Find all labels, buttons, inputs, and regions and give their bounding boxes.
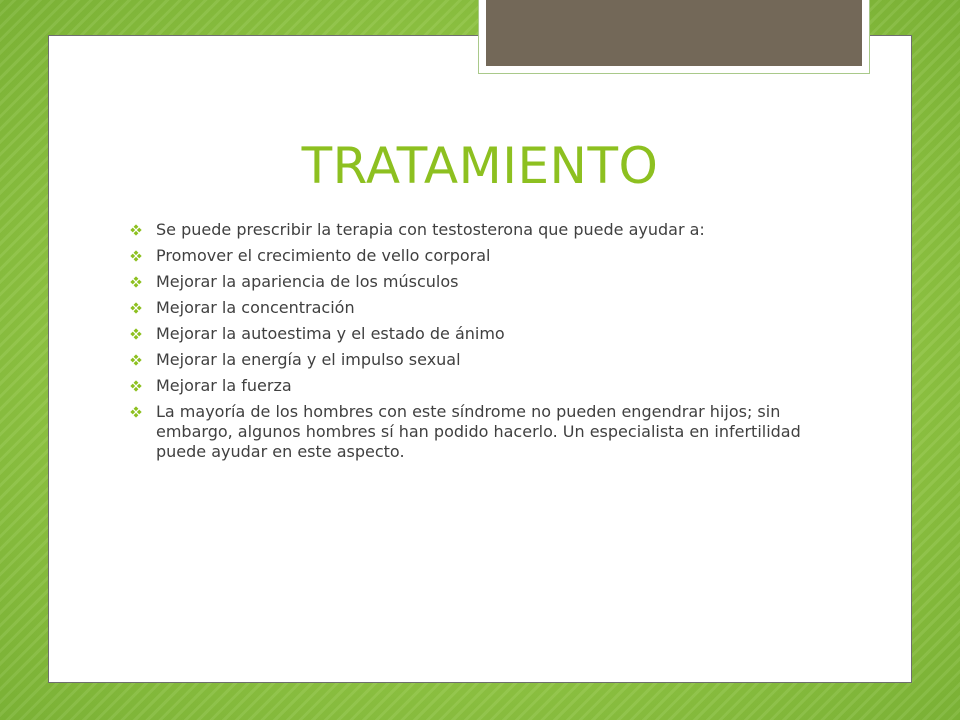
diamond-bullet-icon <box>130 250 142 262</box>
list-item-text: Mejorar la apariencia de los músculos <box>156 272 459 291</box>
diamond-bullet-icon <box>130 302 142 314</box>
list-item-text: Mejorar la energía y el impulso sexual <box>156 350 461 369</box>
list-item-text: Mejorar la autoestima y el estado de ánimo <box>156 324 505 343</box>
list-item-text: Promover el crecimiento de vello corporal <box>156 246 491 265</box>
list-item <box>130 272 830 292</box>
slide-title: TRATAMIENTO <box>301 136 659 195</box>
list-item <box>130 246 830 266</box>
list-item <box>130 220 830 240</box>
list-item <box>130 402 830 462</box>
list-item <box>130 324 830 344</box>
diamond-bullet-icon <box>130 224 142 236</box>
decorative-tab-block <box>486 0 862 66</box>
bullet-list <box>130 220 830 468</box>
list-item-text: Se puede prescribir la terapia con testosterona que puede ayudar a: <box>156 220 705 239</box>
list-item <box>130 376 830 396</box>
diamond-bullet-icon <box>130 276 142 288</box>
list-item-text: La mayoría de los hombres con este síndrome no pueden engendrar hijos; sin embargo, algunos hombres sí han podido hacerlo. Un especialista en infertilidad puede ayudar en este aspecto. <box>156 402 801 461</box>
diamond-bullet-icon <box>130 328 142 340</box>
diamond-bullet-icon <box>130 406 142 418</box>
list-item-text: Mejorar la fuerza <box>156 376 292 395</box>
diamond-bullet-icon <box>130 354 142 366</box>
list-item-text: Mejorar la concentración <box>156 298 355 317</box>
diamond-bullet-icon <box>130 380 142 392</box>
list-item <box>130 350 830 370</box>
list-item <box>130 298 830 318</box>
